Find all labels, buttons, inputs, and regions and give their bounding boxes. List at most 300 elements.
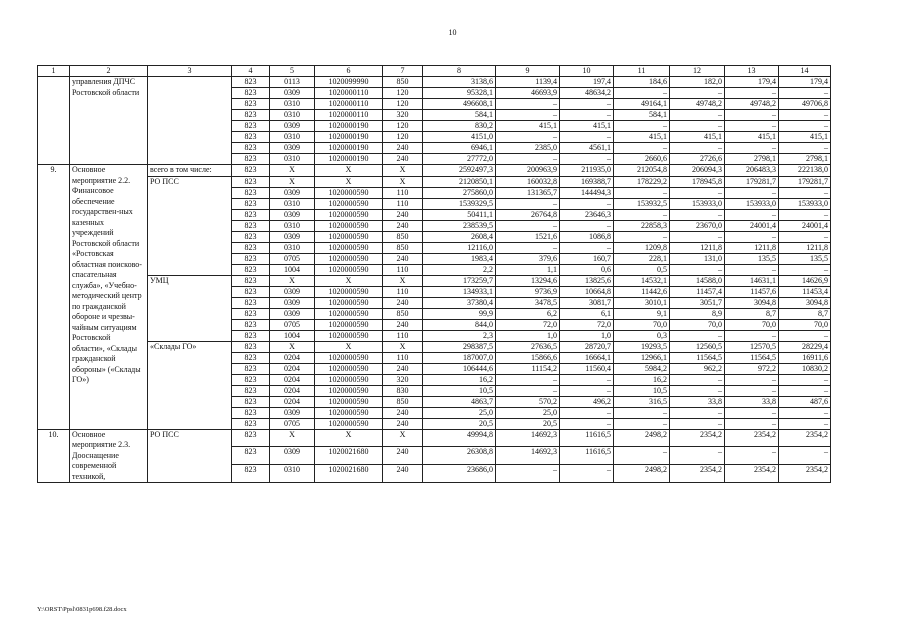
value-cell: 823 bbox=[232, 220, 270, 231]
value-cell: X bbox=[270, 429, 315, 447]
value-cell: 160032,8 bbox=[496, 176, 560, 187]
value-cell: 2498,2 bbox=[614, 429, 670, 447]
value-cell: – bbox=[496, 99, 560, 110]
value-cell: – bbox=[670, 385, 725, 396]
value-cell: – bbox=[496, 374, 560, 385]
value-cell: – bbox=[670, 374, 725, 385]
value-cell: 240 bbox=[383, 447, 423, 465]
value-cell: 823 bbox=[232, 110, 270, 121]
value-cell: 1020000590 bbox=[315, 385, 383, 396]
value-cell: 153933,0 bbox=[725, 198, 779, 209]
value-cell: 144494,3 bbox=[560, 187, 614, 198]
value-cell: 153933,0 bbox=[779, 198, 831, 209]
value-cell: 823 bbox=[232, 330, 270, 341]
value-cell: 823 bbox=[232, 253, 270, 264]
value-cell: 1020000110 bbox=[315, 99, 383, 110]
value-cell: 1139,4 bbox=[496, 77, 560, 88]
value-cell: 131,0 bbox=[670, 253, 725, 264]
value-cell: 1020000590 bbox=[315, 308, 383, 319]
value-cell: 2354,2 bbox=[779, 465, 831, 483]
value-cell: 2354,2 bbox=[725, 465, 779, 483]
value-cell: 0309 bbox=[270, 121, 315, 132]
value-cell: 179,4 bbox=[725, 77, 779, 88]
value-cell: X bbox=[383, 165, 423, 177]
value-cell: 11564,5 bbox=[725, 352, 779, 363]
header-row bbox=[38, 66, 831, 77]
value-cell: 0309 bbox=[270, 209, 315, 220]
value-cell: 823 bbox=[232, 198, 270, 209]
value-cell: 6,1 bbox=[560, 308, 614, 319]
value-cell: 823 bbox=[232, 187, 270, 198]
value-cell: – bbox=[779, 418, 831, 429]
value-cell: – bbox=[560, 374, 614, 385]
value-cell: 415,1 bbox=[496, 121, 560, 132]
value-cell: 206094,3 bbox=[670, 165, 725, 177]
value-cell: 0,6 bbox=[560, 264, 614, 275]
value-cell: 110 bbox=[383, 352, 423, 363]
value-cell: 22858,3 bbox=[614, 220, 670, 231]
value-cell: – bbox=[560, 385, 614, 396]
value-cell: – bbox=[560, 99, 614, 110]
value-cell: 11457,4 bbox=[670, 286, 725, 297]
executor-name: «Склады ГО» bbox=[148, 341, 232, 429]
footer-file-path: Y:\ORST\Ppsl\0831p698.f28.docx bbox=[37, 606, 127, 613]
header-cell: 14 bbox=[779, 66, 831, 77]
value-cell: 0309 bbox=[270, 407, 315, 418]
table-row bbox=[38, 341, 831, 352]
value-cell: 23686,0 bbox=[423, 465, 496, 483]
value-cell: 1020000590 bbox=[315, 220, 383, 231]
value-cell: 0310 bbox=[270, 132, 315, 143]
value-cell: 1004 bbox=[270, 330, 315, 341]
value-cell: 72,0 bbox=[560, 319, 614, 330]
value-cell: 487,6 bbox=[779, 396, 831, 407]
value-cell: 1020000590 bbox=[315, 352, 383, 363]
value-cell: 0309 bbox=[270, 286, 315, 297]
value-cell: 2660,6 bbox=[614, 154, 670, 165]
value-cell: 830,2 bbox=[423, 121, 496, 132]
value-cell: – bbox=[496, 242, 560, 253]
executor-name: РО ПСС bbox=[148, 429, 232, 483]
value-cell: 1209,8 bbox=[614, 242, 670, 253]
value-cell: – bbox=[725, 110, 779, 121]
value-cell: 5984,2 bbox=[614, 363, 670, 374]
value-cell: 15866,6 bbox=[496, 352, 560, 363]
value-cell: 240 bbox=[383, 407, 423, 418]
table-row bbox=[38, 275, 831, 286]
value-cell: 95328,1 bbox=[423, 88, 496, 99]
value-cell: – bbox=[725, 187, 779, 198]
value-cell: 120 bbox=[383, 88, 423, 99]
value-cell: 110 bbox=[383, 187, 423, 198]
value-cell: 11616,5 bbox=[560, 447, 614, 465]
value-cell: 240 bbox=[383, 319, 423, 330]
value-cell: – bbox=[725, 385, 779, 396]
value-cell: 14588,0 bbox=[670, 275, 725, 286]
value-cell: – bbox=[779, 187, 831, 198]
value-cell: – bbox=[779, 330, 831, 341]
value-cell: 6946,1 bbox=[423, 143, 496, 154]
value-cell: 14692,3 bbox=[496, 447, 560, 465]
value-cell: 2385,0 bbox=[496, 143, 560, 154]
value-cell: X bbox=[383, 176, 423, 187]
value-cell: 8,7 bbox=[779, 308, 831, 319]
value-cell: 275860,0 bbox=[423, 187, 496, 198]
value-cell: 823 bbox=[232, 407, 270, 418]
value-cell: 0309 bbox=[270, 308, 315, 319]
header-cell: 2 bbox=[70, 66, 148, 77]
value-cell: 496,2 bbox=[560, 396, 614, 407]
value-cell: 2354,2 bbox=[725, 429, 779, 447]
value-cell: 320 bbox=[383, 110, 423, 121]
value-cell: 1020000190 bbox=[315, 143, 383, 154]
value-cell: 4863,7 bbox=[423, 396, 496, 407]
value-cell: 160,7 bbox=[560, 253, 614, 264]
value-cell: X bbox=[383, 429, 423, 447]
value-cell: 49164,1 bbox=[614, 99, 670, 110]
header-cell: 7 bbox=[383, 66, 423, 77]
value-cell: 0204 bbox=[270, 352, 315, 363]
value-cell: 240 bbox=[383, 220, 423, 231]
value-cell: 12966,1 bbox=[614, 352, 670, 363]
value-cell: 2354,2 bbox=[670, 465, 725, 483]
value-cell: 110 bbox=[383, 264, 423, 275]
value-cell: 9736,9 bbox=[496, 286, 560, 297]
value-cell: – bbox=[614, 187, 670, 198]
value-cell: 240 bbox=[383, 297, 423, 308]
value-cell: 10830,2 bbox=[779, 363, 831, 374]
executor-name bbox=[148, 77, 232, 165]
value-cell: 131365,7 bbox=[496, 187, 560, 198]
value-cell: 0705 bbox=[270, 253, 315, 264]
value-cell: 12560,5 bbox=[670, 341, 725, 352]
value-cell: 12570,5 bbox=[725, 341, 779, 352]
value-cell: 37380,4 bbox=[423, 297, 496, 308]
value-cell: – bbox=[614, 231, 670, 242]
value-cell: – bbox=[779, 88, 831, 99]
header-cell: 9 bbox=[496, 66, 560, 77]
value-cell: 179281,7 bbox=[779, 176, 831, 187]
value-cell: 120 bbox=[383, 99, 423, 110]
value-cell: 4151,0 bbox=[423, 132, 496, 143]
header-cell: 11 bbox=[614, 66, 670, 77]
value-cell: 24001,4 bbox=[779, 220, 831, 231]
value-cell: 1020000190 bbox=[315, 121, 383, 132]
value-cell: 211935,0 bbox=[560, 165, 614, 177]
value-cell: – bbox=[496, 220, 560, 231]
value-cell: 33,8 bbox=[725, 396, 779, 407]
value-cell: X bbox=[315, 341, 383, 352]
value-cell: 178945,8 bbox=[670, 176, 725, 187]
value-cell: 823 bbox=[232, 319, 270, 330]
value-cell: 0309 bbox=[270, 297, 315, 308]
value-cell: 2354,2 bbox=[670, 429, 725, 447]
value-cell: – bbox=[670, 143, 725, 154]
value-cell: 316,5 bbox=[614, 396, 670, 407]
value-cell: 10664,8 bbox=[560, 286, 614, 297]
value-cell: 8,9 bbox=[670, 308, 725, 319]
value-cell: 222138,0 bbox=[779, 165, 831, 177]
value-cell: 584,1 bbox=[614, 110, 670, 121]
value-cell: 14532,1 bbox=[614, 275, 670, 286]
value-cell: 0204 bbox=[270, 374, 315, 385]
row-number bbox=[38, 77, 70, 165]
value-cell: X bbox=[270, 165, 315, 177]
row-number: 9. bbox=[38, 165, 70, 430]
value-cell: 415,1 bbox=[725, 132, 779, 143]
value-cell: 153933,0 bbox=[670, 198, 725, 209]
value-cell: 16,2 bbox=[423, 374, 496, 385]
value-cell: X bbox=[315, 429, 383, 447]
value-cell: 0,5 bbox=[614, 264, 670, 275]
value-cell: 49994,8 bbox=[423, 429, 496, 447]
value-cell: 4561,1 bbox=[560, 143, 614, 154]
value-cell: 850 bbox=[383, 242, 423, 253]
value-cell: 10,5 bbox=[423, 385, 496, 396]
value-cell: 1020099990 bbox=[315, 77, 383, 88]
value-cell: – bbox=[560, 465, 614, 483]
value-cell: 11560,4 bbox=[560, 363, 614, 374]
value-cell: 823 bbox=[232, 77, 270, 88]
value-cell: 3051,7 bbox=[670, 297, 725, 308]
value-cell: 0309 bbox=[270, 88, 315, 99]
value-cell: X bbox=[315, 176, 383, 187]
value-cell: – bbox=[725, 88, 779, 99]
value-cell: – bbox=[560, 132, 614, 143]
value-cell: 72,0 bbox=[496, 319, 560, 330]
value-cell: – bbox=[614, 407, 670, 418]
value-cell: 2608,4 bbox=[423, 231, 496, 242]
value-cell: 49748,2 bbox=[725, 99, 779, 110]
value-cell: – bbox=[779, 209, 831, 220]
value-cell: – bbox=[725, 374, 779, 385]
value-cell: 823 bbox=[232, 363, 270, 374]
value-cell: 240 bbox=[383, 363, 423, 374]
value-cell: 823 bbox=[232, 143, 270, 154]
event-name: Основное мероприятие 2.3. Дооснащение современной техникой, bbox=[70, 429, 148, 483]
value-cell: – bbox=[496, 198, 560, 209]
value-cell: 2354,2 bbox=[779, 429, 831, 447]
value-cell: 70,0 bbox=[670, 319, 725, 330]
value-cell: X bbox=[315, 165, 383, 177]
value-cell: 0705 bbox=[270, 418, 315, 429]
value-cell: 1020000590 bbox=[315, 363, 383, 374]
value-cell: 240 bbox=[383, 465, 423, 483]
value-cell: 850 bbox=[383, 231, 423, 242]
page-number: 10 bbox=[448, 28, 457, 37]
value-cell: 110 bbox=[383, 286, 423, 297]
value-cell: 415,1 bbox=[614, 132, 670, 143]
value-cell: 823 bbox=[232, 132, 270, 143]
value-cell: 584,1 bbox=[423, 110, 496, 121]
value-cell: – bbox=[496, 110, 560, 121]
value-cell: 1020000590 bbox=[315, 297, 383, 308]
header-cell: 5 bbox=[270, 66, 315, 77]
executor-name: РО ПСС bbox=[148, 176, 232, 275]
value-cell: – bbox=[779, 143, 831, 154]
value-cell: 823 bbox=[232, 165, 270, 177]
value-cell: 70,0 bbox=[614, 319, 670, 330]
value-cell: – bbox=[779, 110, 831, 121]
value-cell: – bbox=[560, 407, 614, 418]
value-cell: 0309 bbox=[270, 187, 315, 198]
value-cell: 25,0 bbox=[423, 407, 496, 418]
header-cell: 12 bbox=[670, 66, 725, 77]
value-cell: 240 bbox=[383, 209, 423, 220]
value-cell: 2,2 bbox=[423, 264, 496, 275]
value-cell: – bbox=[560, 110, 614, 121]
value-cell: 3478,5 bbox=[496, 297, 560, 308]
value-cell: 972,2 bbox=[725, 363, 779, 374]
value-cell: – bbox=[779, 385, 831, 396]
value-cell: X bbox=[270, 275, 315, 286]
value-cell: 0310 bbox=[270, 465, 315, 483]
value-cell: – bbox=[725, 121, 779, 132]
value-cell: 12116,0 bbox=[423, 242, 496, 253]
value-cell: 415,1 bbox=[779, 132, 831, 143]
value-cell: 3081,7 bbox=[560, 297, 614, 308]
value-cell: 823 bbox=[232, 308, 270, 319]
value-cell: 134933,1 bbox=[423, 286, 496, 297]
header-cell: 10 bbox=[560, 66, 614, 77]
value-cell: 0113 bbox=[270, 77, 315, 88]
value-cell: 28229,4 bbox=[779, 341, 831, 352]
value-cell: 11616,5 bbox=[560, 429, 614, 447]
value-cell: 3094,8 bbox=[725, 297, 779, 308]
value-cell: 187007,0 bbox=[423, 352, 496, 363]
value-cell: – bbox=[725, 143, 779, 154]
value-cell: 179,4 bbox=[779, 77, 831, 88]
value-cell: X bbox=[315, 275, 383, 286]
header-cell: 1 bbox=[38, 66, 70, 77]
value-cell: 1211,8 bbox=[779, 242, 831, 253]
value-cell: 1020000590 bbox=[315, 374, 383, 385]
value-cell: – bbox=[725, 418, 779, 429]
value-cell: 823 bbox=[232, 286, 270, 297]
value-cell: 33,8 bbox=[670, 396, 725, 407]
value-cell: – bbox=[670, 187, 725, 198]
value-cell: 850 bbox=[383, 308, 423, 319]
value-cell: 1211,8 bbox=[725, 242, 779, 253]
value-cell: 1020000590 bbox=[315, 209, 383, 220]
value-cell: 1,0 bbox=[560, 330, 614, 341]
value-cell: 2798,1 bbox=[725, 154, 779, 165]
value-cell: 1020021680 bbox=[315, 447, 383, 465]
value-cell: 1020000590 bbox=[315, 418, 383, 429]
value-cell: – bbox=[670, 418, 725, 429]
value-cell: – bbox=[670, 264, 725, 275]
value-cell: 850 bbox=[383, 77, 423, 88]
value-cell: 1020000590 bbox=[315, 198, 383, 209]
value-cell: 2592497,3 bbox=[423, 165, 496, 177]
value-cell: 99,9 bbox=[423, 308, 496, 319]
value-cell: – bbox=[670, 330, 725, 341]
table-row bbox=[38, 77, 831, 88]
value-cell: 26764,8 bbox=[496, 209, 560, 220]
value-cell: 844,0 bbox=[423, 319, 496, 330]
value-cell: 1020000590 bbox=[315, 253, 383, 264]
value-cell: – bbox=[670, 209, 725, 220]
value-cell: X bbox=[383, 341, 423, 352]
value-cell: – bbox=[614, 143, 670, 154]
value-cell: – bbox=[725, 407, 779, 418]
value-cell: 16911,6 bbox=[779, 352, 831, 363]
value-cell: 415,1 bbox=[670, 132, 725, 143]
value-cell: 135,5 bbox=[725, 253, 779, 264]
value-cell: 13825,6 bbox=[560, 275, 614, 286]
value-cell: 823 bbox=[232, 154, 270, 165]
value-cell: 3010,1 bbox=[614, 297, 670, 308]
value-cell: 1020000590 bbox=[315, 242, 383, 253]
value-cell: 23670,0 bbox=[670, 220, 725, 231]
value-cell: – bbox=[779, 264, 831, 275]
value-cell: – bbox=[779, 121, 831, 132]
value-cell: 2726,6 bbox=[670, 154, 725, 165]
value-cell: 0310 bbox=[270, 110, 315, 121]
value-cell: 238539,5 bbox=[423, 220, 496, 231]
value-cell: 823 bbox=[232, 385, 270, 396]
value-cell: 1086,8 bbox=[560, 231, 614, 242]
value-cell: 823 bbox=[232, 465, 270, 483]
value-cell: 14692,3 bbox=[496, 429, 560, 447]
value-cell: 200963,9 bbox=[496, 165, 560, 177]
value-cell: 173259,7 bbox=[423, 275, 496, 286]
header-cell: 4 bbox=[232, 66, 270, 77]
value-cell: 1020000110 bbox=[315, 88, 383, 99]
value-cell: 823 bbox=[232, 297, 270, 308]
table-row bbox=[38, 429, 831, 447]
value-cell: 823 bbox=[232, 121, 270, 132]
value-cell: 415,1 bbox=[560, 121, 614, 132]
value-cell: 23646,3 bbox=[560, 209, 614, 220]
value-cell: 320 bbox=[383, 374, 423, 385]
value-cell: – bbox=[670, 447, 725, 465]
value-cell: 1020000590 bbox=[315, 187, 383, 198]
value-cell: 11154,2 bbox=[496, 363, 560, 374]
event-name: Основное мероприятие 2.2. Финансовое обеспечение государствен-ных казенных учреждений Ростовской области «Ростовская областная поисково-спасательная служба», «Учебно-методический центр по гражданской обороне и чрезвы-чайным ситуациям Ростовской области», «Склады гражданской обороны» («Склады ГО») bbox=[70, 165, 148, 430]
value-cell: 1211,8 bbox=[670, 242, 725, 253]
value-cell: 153932,5 bbox=[614, 198, 670, 209]
value-cell: 106444,6 bbox=[423, 363, 496, 374]
value-cell: 823 bbox=[232, 352, 270, 363]
value-cell: 1020021680 bbox=[315, 465, 383, 483]
value-cell: 49706,8 bbox=[779, 99, 831, 110]
value-cell: – bbox=[670, 88, 725, 99]
value-cell: 9,1 bbox=[614, 308, 670, 319]
value-cell: 823 bbox=[232, 429, 270, 447]
value-cell: – bbox=[496, 154, 560, 165]
executor-name: УМЦ bbox=[148, 275, 232, 341]
value-cell: 0,3 bbox=[614, 330, 670, 341]
value-cell: 179281,7 bbox=[725, 176, 779, 187]
value-cell: 1020000590 bbox=[315, 396, 383, 407]
value-cell: 110 bbox=[383, 198, 423, 209]
header-cell: 13 bbox=[725, 66, 779, 77]
value-cell: 3138,6 bbox=[423, 77, 496, 88]
value-cell: 1020000190 bbox=[315, 132, 383, 143]
value-cell: 26308,8 bbox=[423, 447, 496, 465]
value-cell: 823 bbox=[232, 418, 270, 429]
value-cell: 0309 bbox=[270, 143, 315, 154]
value-cell: 823 bbox=[232, 374, 270, 385]
value-cell: 16,2 bbox=[614, 374, 670, 385]
value-cell: 823 bbox=[232, 88, 270, 99]
value-cell: 1983,4 bbox=[423, 253, 496, 264]
value-cell: 178229,2 bbox=[614, 176, 670, 187]
value-cell: 2498,2 bbox=[614, 465, 670, 483]
header-cell: 8 bbox=[423, 66, 496, 77]
value-cell: 823 bbox=[232, 341, 270, 352]
